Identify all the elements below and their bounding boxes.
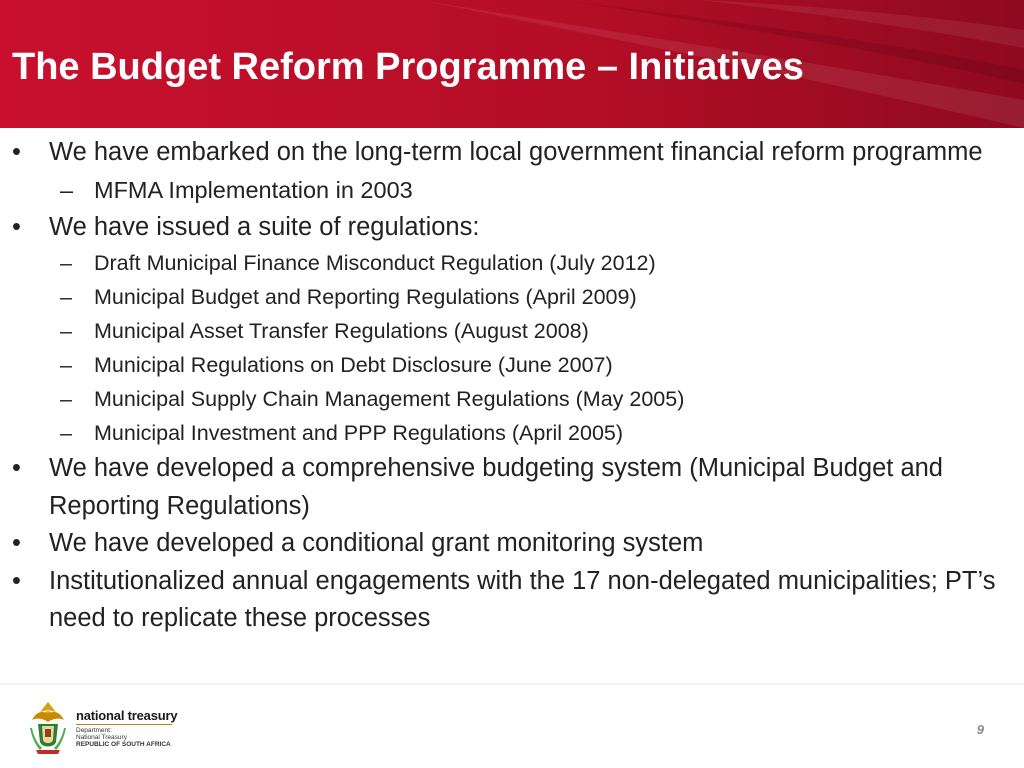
- sub-bullet-text: MFMA Implementation in 2003: [94, 176, 413, 203]
- national-treasury-logo: [24, 696, 184, 758]
- bullet-item: [0, 563, 1024, 638]
- sub-bullet-item: [0, 348, 1024, 382]
- dash-marker: –: [60, 285, 72, 309]
- logo-department-name: National Treasury: [76, 734, 127, 741]
- sub-bullet-text: Draft Municipal Finance Misconduct Regulation (July 2012): [94, 251, 656, 275]
- coat-of-arms-icon: [26, 698, 70, 756]
- bullet-item: [0, 525, 1024, 563]
- page-number: 9: [976, 722, 984, 737]
- sub-bullet-text: Municipal Regulations on Debt Disclosure (June 2007): [94, 353, 613, 377]
- bullet-text: We have developed a comprehensive budgeting system (Municipal Budget and Reporting Regulations): [49, 454, 943, 520]
- bullet-marker: •: [12, 566, 21, 595]
- bullet-item: [0, 450, 1024, 525]
- sub-bullet-text: Municipal Investment and PPP Regulations (April 2005): [94, 421, 624, 445]
- logo-country: REPUBLIC OF SOUTH AFRICA: [76, 741, 171, 748]
- bullet-marker: •: [12, 529, 21, 557]
- dash-marker: –: [60, 319, 72, 343]
- sub-bullet-item: [0, 280, 1024, 314]
- bullet-text: We have embarked on the long-term local government financial reform programme: [49, 138, 983, 166]
- sub-bullet-item: [0, 172, 1024, 209]
- sub-bullet-text: Municipal Asset Transfer Regulations (August 2008): [94, 319, 589, 343]
- footer-divider: [0, 683, 1024, 685]
- sub-bullet-text: Municipal Supply Chain Management Regulations (May 2005): [94, 387, 685, 411]
- bullet-text: We have developed a conditional grant monitoring system: [49, 529, 704, 557]
- dash-marker: –: [60, 251, 72, 275]
- dash-marker: –: [60, 176, 74, 203]
- title-bar: [0, 0, 1024, 128]
- sub-bullet-text: Municipal Budget and Reporting Regulations (April 2009): [94, 285, 637, 309]
- slide-content: [0, 134, 1024, 638]
- dash-marker: –: [60, 421, 72, 445]
- bullet-text: Institutionalized annual engagements with the 17 non-delegated municipalities; PT’s need to replicate these processes: [49, 566, 996, 632]
- logo-rule: [76, 724, 172, 725]
- dash-marker: –: [60, 387, 72, 411]
- sub-bullet-item: [0, 246, 1024, 280]
- bullet-marker: •: [12, 454, 21, 482]
- logo-department-label: Department:: [76, 727, 112, 734]
- bullet-item: [0, 209, 1024, 247]
- sub-bullet-item: [0, 416, 1024, 450]
- bullet-marker: •: [12, 212, 21, 241]
- bullet-text: We have issued a suite of regulations:: [49, 212, 480, 241]
- bullet-marker: •: [12, 138, 21, 166]
- sub-bullet-item: [0, 314, 1024, 348]
- slide-title: The Budget Reform Programme – Initiatives: [12, 46, 804, 88]
- logo-name: national treasury: [76, 708, 178, 723]
- dash-marker: –: [60, 353, 72, 377]
- sub-bullet-item: [0, 382, 1024, 416]
- bullet-item: [0, 134, 1024, 172]
